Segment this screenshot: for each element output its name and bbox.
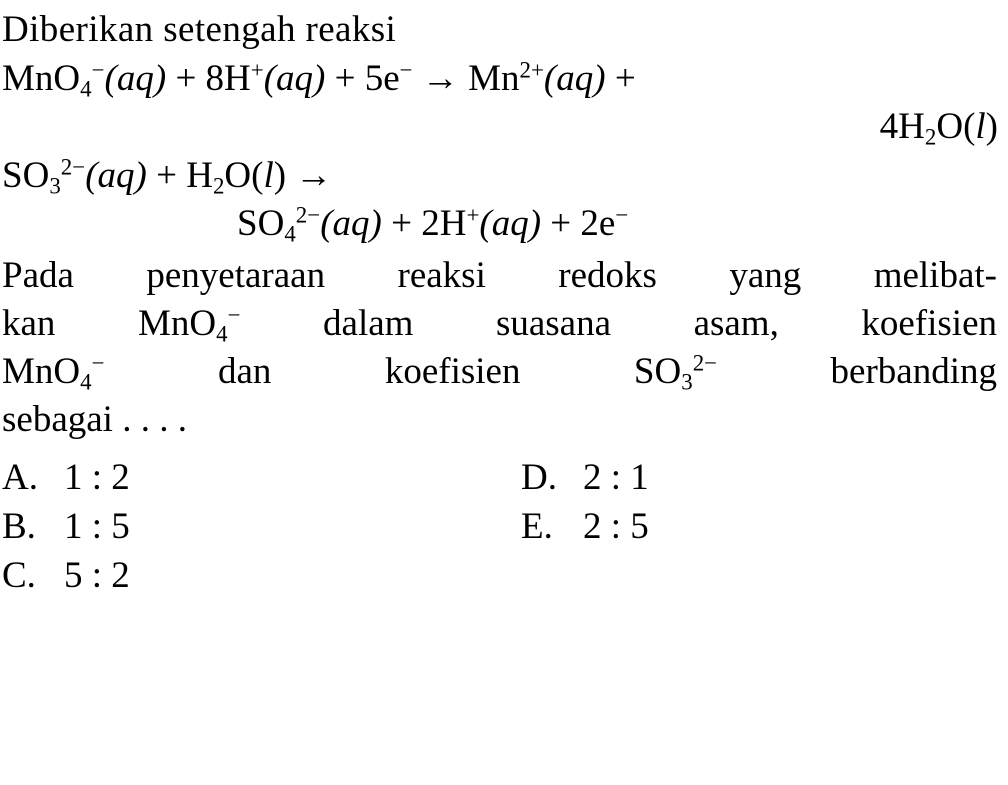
answer-row [0, 454, 1000, 503]
chem-run: − [227, 302, 241, 328]
equation-2-line-1 [2, 152, 1008, 200]
equation-1-line-1 [2, 55, 1008, 103]
chem-run: Pada penyetaraan reaksi redoks yang melibat- [2, 254, 997, 296]
question-body-line [2, 396, 997, 444]
chem-run: → Mn [412, 58, 520, 100]
option-b-text: 1 : 5 [64, 505, 130, 547]
chem-run: SO [237, 202, 285, 244]
chem-run: SO [633, 350, 682, 392]
chem-run: 4 [80, 76, 92, 102]
chem-run: + 2H [381, 202, 467, 244]
chem-run: 3 [681, 369, 693, 395]
option-c-text: 5 : 2 [64, 554, 130, 596]
chem-run: 2− [692, 350, 718, 376]
chem-run: + H [146, 154, 213, 196]
question-body-line [2, 348, 997, 396]
chem-run: (aq) [479, 202, 542, 244]
option-empty [511, 552, 1000, 601]
chem-run: 3 [49, 172, 61, 198]
chem-run: (aq) [320, 202, 382, 244]
chem-run: 2− [295, 202, 321, 228]
option-e-label: E. [520, 505, 553, 547]
chem-run: + [250, 57, 264, 83]
chem-run: sebagai . . . . [2, 399, 187, 441]
question-body-line [2, 252, 997, 300]
chem-run: dalam suasana asam, koefisien [240, 302, 997, 344]
chem-run: + 8H [166, 58, 251, 100]
question-body-line [2, 300, 997, 348]
chem-run: 4 [284, 221, 296, 247]
chem-run: − [91, 57, 105, 83]
chem-run: kan [2, 302, 138, 344]
option-b[interactable] [0, 503, 511, 552]
answer-options [0, 454, 1000, 600]
chem-run: (aq) [543, 58, 606, 100]
chem-run: − [615, 202, 629, 228]
chem-run: 4 [216, 321, 228, 347]
chem-run: + 5e [325, 58, 400, 100]
chem-run: dan koefisien [104, 350, 634, 392]
chem-run: MnO [137, 302, 217, 344]
chem-run: MnO [2, 350, 81, 392]
chem-run: l [975, 106, 986, 148]
chem-run: − [399, 57, 413, 83]
option-d[interactable] [511, 454, 1000, 503]
chem-run: (aq) [104, 58, 167, 100]
chem-run: O( [936, 106, 976, 148]
half-reaction-equations [2, 55, 1008, 247]
chem-run: berbanding [717, 350, 998, 392]
chem-run: ) [985, 106, 998, 148]
chem-run: 2 [212, 172, 225, 198]
chem-run: MnO [2, 58, 81, 100]
answer-row [0, 552, 1000, 601]
chem-run: (aq) [85, 154, 147, 196]
chem-run: SO [2, 154, 50, 196]
chem-run: 4 [80, 369, 92, 395]
question-page [0, 6, 1008, 785]
chem-run: + 2e [541, 202, 616, 244]
option-d-text: 2 : 1 [582, 457, 649, 499]
chem-run: 2− [60, 153, 86, 179]
equation-1-line-2 [2, 103, 1008, 151]
option-c-label: C. [2, 554, 36, 596]
chem-run: 4H [879, 106, 925, 148]
chem-run: 2+ [519, 57, 544, 83]
answer-row [0, 503, 1000, 552]
chem-run: ) → [273, 154, 333, 196]
chem-run: l [263, 154, 274, 196]
chem-run: (aq) [263, 58, 326, 100]
option-a[interactable] [0, 454, 511, 503]
question-intro: Diberikan setengah reaksi [2, 9, 397, 50]
chem-run: + [605, 58, 636, 100]
option-e-text: 2 : 5 [582, 505, 649, 547]
option-b-label: B. [2, 505, 36, 547]
chem-run: 2 [924, 124, 937, 150]
option-d-label: D. [520, 457, 557, 499]
question-body [2, 252, 997, 444]
option-a-label: A. [2, 457, 38, 499]
chem-run: − [91, 350, 105, 376]
chem-run: + [466, 202, 480, 228]
equation-2-line-2 [2, 200, 1008, 248]
chem-run: O( [224, 154, 264, 196]
option-a-text: 1 : 2 [64, 457, 130, 499]
option-e[interactable] [511, 503, 1000, 552]
option-c[interactable] [0, 552, 511, 601]
